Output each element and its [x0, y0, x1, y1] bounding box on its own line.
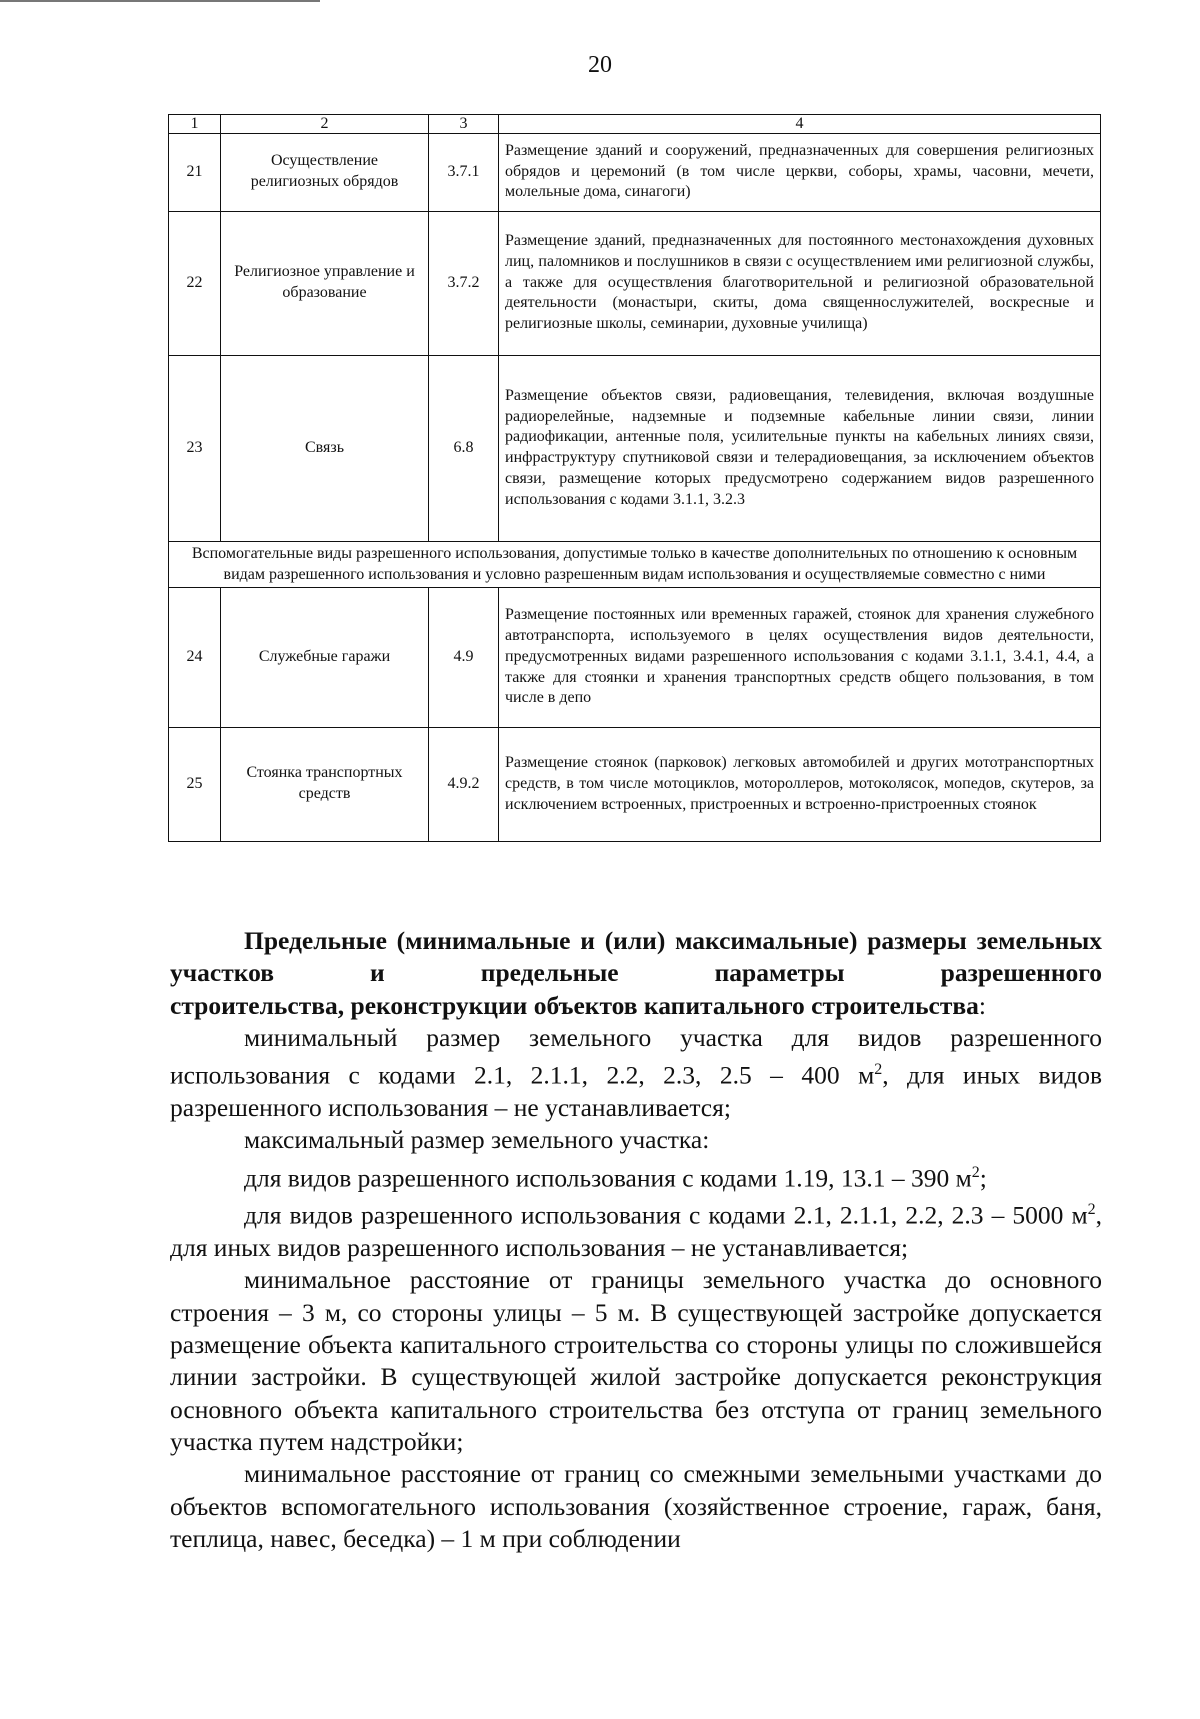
paragraph-max-size-codes-2 [170, 1194, 1102, 1264]
paragraph-max-size-codes-1 [170, 1157, 1102, 1195]
column-header: 3 [429, 115, 499, 134]
table-row [169, 587, 1101, 727]
use-type-code: 3.7.1 [429, 133, 499, 211]
section-header-row [169, 541, 1101, 587]
scan-edge-mark [0, 0, 320, 4]
section-header: Вспомогательные виды разрешенного использования, допустимые только в качестве дополнительных по отношению к основным видам разрешенного использования и условно разрешенным видам использования и осуществляемые совместно с ними [169, 541, 1101, 587]
section-heading [170, 925, 1102, 1022]
heading-colon: : [978, 990, 987, 1020]
paragraph-text: , для иных видов разрешенного использования – не устанавливается; [170, 1060, 1102, 1122]
paragraph-text: для видов разрешенного использования с кодами 2.1, 2.1.1, 2.2, 2.3 – 5000 м [244, 1200, 1088, 1230]
row-number: 22 [169, 211, 221, 355]
paragraph-aux-distance: минимальное расстояние от границ со смежными земельными участками до объектов вспомогательного использования (хозяйственное строение, гараж, баня, теплица, навес, беседка) – 1 м при соблюдении [170, 1459, 1102, 1553]
use-type-name: Религиозное управление и образование [221, 211, 429, 355]
superscript: 2 [874, 1061, 883, 1079]
superscript: 2 [1087, 1201, 1096, 1219]
use-type-name: Осуществление религиозных обрядов [221, 133, 429, 211]
use-type-description: Размещение зданий и сооружений, предназначенных для совершения религиозных обрядов и церемоний (в том числе церкви, соборы, храмы, часовни, мечети, молельные дома, синагоги) [499, 133, 1101, 211]
paragraph-min-distance: минимальное расстояние от границы земельного участка до основного строения – 3 м, со стороны улицы – 5 м. В существующей застройке допускается размещение объекта капитального строительства со стороны улицы по сложившейся линии застройки. В существующей жилой застройке допускается реконструкция основного объекта капитального строительства без отступа от границ земельного участка путем надстройки; [170, 1265, 1102, 1456]
heading-tail-line [170, 990, 1102, 1022]
page-number: 20 [588, 52, 612, 78]
land-use-table [168, 114, 1101, 842]
table-row [169, 211, 1101, 355]
paragraph-text: для видов разрешенного использования с кодами 1.19, 13.1 – 390 м [244, 1163, 972, 1193]
use-type-code: 4.9 [429, 587, 499, 727]
superscript: 2 [971, 1163, 980, 1181]
column-header: 2 [221, 115, 429, 134]
table-row [169, 355, 1101, 541]
table-header-row [169, 115, 1101, 134]
use-type-code: 4.9.2 [429, 727, 499, 841]
row-number: 23 [169, 355, 221, 541]
paragraph-min-size [170, 1022, 1102, 1124]
body-text [170, 925, 1102, 1555]
use-type-description: Размещение зданий, предназначенных для постоянного местонахождения духовных лиц, паломников и послушников в связи с осуществлением ими религиозной службы, а также для осуществления благотворительной и религиозной образовательной деятельности (монастыри, скиты, дома священнослужителей, воскресные и религиозные школы, семинарии, духовные училища) [499, 211, 1101, 355]
row-number: 24 [169, 587, 221, 727]
heading-main: Предельные (минимальные и (или) максимальные) размеры земельных участков и предельные параметры разрешенного [170, 926, 1102, 988]
row-number: 25 [169, 727, 221, 841]
use-type-name: Связь [221, 355, 429, 541]
use-type-description: Размещение объектов связи, радиовещания, телевидения, включая воздушные радиорелейные, надземные и подземные кабельные линии связи, линии радиофикации, антенные поля, усилительные пункты на кабельных линиях связи, инфраструктуру спутниковой связи и телерадиовещания, за исключением объектов связи, размещение которых предусмотрено содержанием видов разрешенного использования с кодами 3.1.1, 3.2.3 [499, 355, 1101, 541]
table-row [169, 727, 1101, 841]
use-type-name: Служебные гаражи [221, 587, 429, 727]
use-type-description: Размещение постоянных или временных гаражей, стоянок для хранения служебного автотранспорта, используемого в целях осуществления видов деятельности, предусмотренных видами разрешенного использования с кодами 3.1.1, 3.4.1, 4.4, а также для стоянки и хранения транспортных средств общего пользования, в том числе в депо [499, 587, 1101, 727]
use-type-description: Размещение стоянок (парковок) легковых автомобилей и других мототранспортных средств, в том числе мотоциклов, мотороллеров, мотоколясок, мопедов, скутеров, за исключением встроенных, пристроенных и встроенно-пристроенных стоянок [499, 727, 1101, 841]
paragraph-text: ; [979, 1163, 987, 1193]
table-row [169, 133, 1101, 211]
column-header: 4 [499, 115, 1101, 134]
paragraph-text: минимальный размер земельного участка для видов разрешенного использования с кодами 2.1, 2.1.1, 2.2, 2.3, 2.5 – 400 м [170, 1022, 1102, 1090]
heading-tail: строительства, реконструкции объектов капитального строительства [170, 990, 979, 1020]
row-number: 21 [169, 133, 221, 211]
use-type-code: 3.7.2 [429, 211, 499, 355]
use-type-name: Стоянка транспортных средств [221, 727, 429, 841]
use-type-code: 6.8 [429, 355, 499, 541]
paragraph-max-size: максимальный размер земельного участка: [244, 1125, 710, 1155]
column-header: 1 [169, 115, 221, 134]
paragraph-text: , для иных видов разрешенного использования – не устанавливается; [170, 1200, 1102, 1263]
